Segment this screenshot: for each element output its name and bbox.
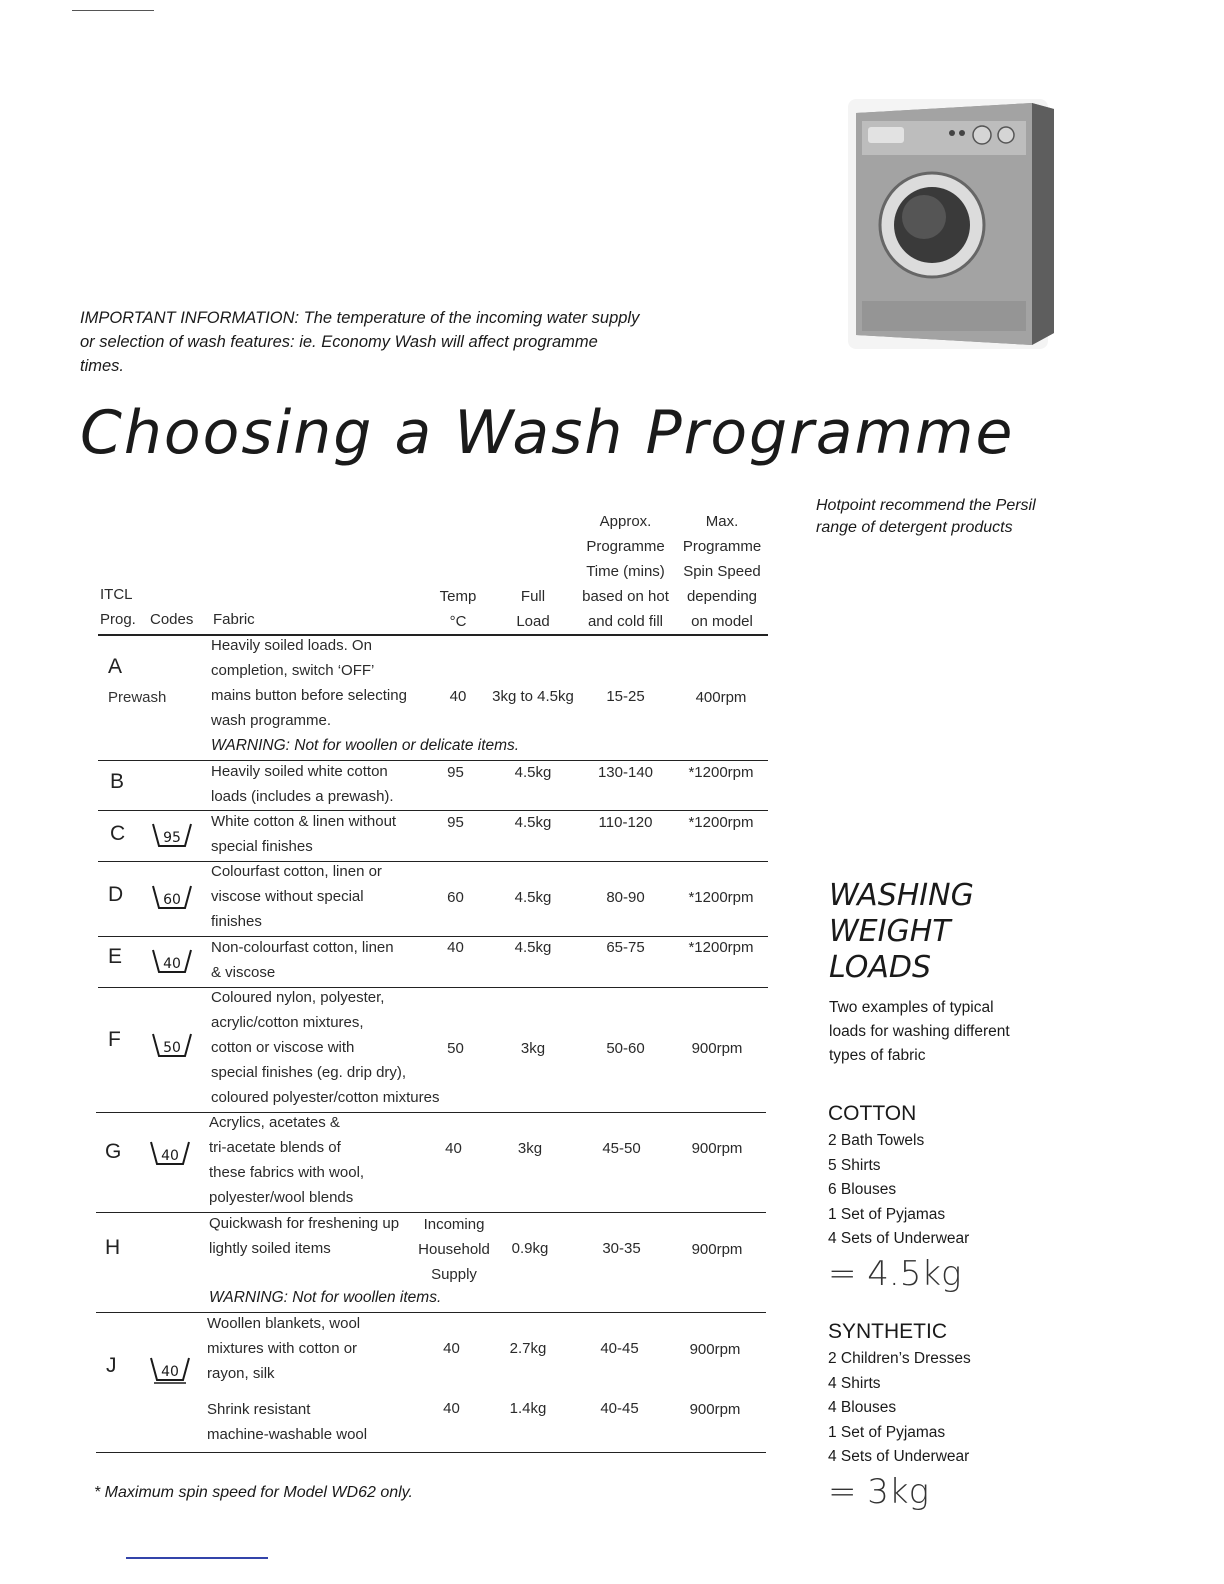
programme-subtitle: Prewash bbox=[108, 689, 167, 706]
important-information: IMPORTANT INFORMATION: The temperature of the incoming water supply or selection of wash features: ie. Economy Wash will affect programme times. bbox=[80, 309, 640, 375]
temperature: 40 bbox=[443, 1400, 460, 1417]
temperature: 40 bbox=[443, 1340, 460, 1357]
programme-letter: C bbox=[110, 822, 126, 845]
header-prog: Prog. bbox=[100, 611, 136, 628]
programme-letter: A bbox=[108, 655, 123, 678]
full-load: 1.4kg bbox=[509, 1400, 547, 1417]
programme-letter: F bbox=[108, 1028, 121, 1051]
fabric-description: Coloured nylon, polyester, acrylic/cotton mixtures, cotton or viscose with special finishes (eg. drip dry), coloured polyester/cotton mixtures bbox=[211, 989, 440, 1106]
programme-letter: B bbox=[110, 770, 125, 793]
spin-speed: *1200rpm bbox=[688, 814, 754, 831]
fabric-description: Colourfast cotton, linen or viscose without special finishes bbox=[211, 863, 382, 930]
weight-loads-title: WASHING WEIGHT LOADS bbox=[829, 878, 974, 985]
temperature: 40 bbox=[449, 688, 467, 705]
page-title: Choosing a Wash Programme bbox=[80, 398, 1015, 468]
full-load: 3kg bbox=[517, 1140, 543, 1157]
wash-tub-symbol-icon bbox=[148, 1354, 192, 1384]
programme-time: 30-35 bbox=[602, 1240, 641, 1257]
cotton-total-weight: = 4.5kg bbox=[828, 1254, 962, 1294]
spin-speed: 900rpm bbox=[691, 1040, 743, 1057]
programme-letter: J bbox=[106, 1354, 117, 1377]
list-item: 2 Bath Towels bbox=[828, 1132, 925, 1149]
list-item: 4 Sets of Underwear bbox=[828, 1230, 970, 1247]
wash-code: 95 bbox=[163, 830, 181, 846]
list-item: 1 Set of Pyjamas bbox=[828, 1423, 946, 1441]
list-item: 6 Blouses bbox=[828, 1181, 897, 1198]
full-load: 4.5kg bbox=[514, 889, 552, 906]
fabric-description: Heavily soiled white cotton loads (includes a prewash). bbox=[211, 763, 394, 805]
list-item: 5 Shirts bbox=[828, 1156, 881, 1174]
wash-code: 40 bbox=[163, 956, 181, 972]
synthetic-total-weight: = 3kg bbox=[828, 1472, 930, 1512]
programme-time: 15-25 bbox=[606, 688, 645, 705]
list-item: 4 Sets of Underwear bbox=[828, 1448, 970, 1465]
detergent-recommendation: Hotpoint recommend the Persil range of detergent products bbox=[816, 497, 1036, 536]
programme-letter: E bbox=[108, 945, 123, 968]
header-codes: Codes bbox=[150, 611, 194, 628]
footnote: * Maximum spin speed for Model WD62 only. bbox=[94, 1484, 413, 1501]
cotton-heading: COTTON bbox=[828, 1102, 917, 1125]
spin-speed: 900rpm bbox=[689, 1401, 741, 1418]
wash-code: 40 bbox=[161, 1364, 179, 1380]
wash-tub-symbol-icon bbox=[150, 946, 194, 976]
warning-text: WARNING: Not for woollen items. bbox=[209, 1289, 442, 1306]
programme-time: 110-120 bbox=[598, 814, 653, 831]
spin-speed: 900rpm bbox=[689, 1341, 741, 1358]
weight-loads-description: Two examples of typical loads for washing different types of fabric bbox=[829, 999, 1010, 1064]
fabric-description: Shrink resistant machine-washable wool bbox=[207, 1401, 368, 1443]
programme-time: 45-50 bbox=[602, 1140, 641, 1157]
header-itcl: ITCL bbox=[100, 586, 133, 603]
temperature: Incoming Household Supply bbox=[418, 1216, 490, 1283]
fabric-description: White cotton & linen without special finishes bbox=[211, 813, 397, 855]
programme-time: 130-140 bbox=[597, 764, 654, 781]
temperature: 40 bbox=[447, 939, 464, 956]
wash-tub-symbol-icon bbox=[150, 820, 194, 850]
full-load: 4.5kg bbox=[514, 814, 552, 831]
full-load: 3kg bbox=[520, 1040, 546, 1057]
spin-speed: *1200rpm bbox=[688, 764, 754, 781]
spin-speed: *1200rpm bbox=[688, 939, 754, 956]
fabric-description: Acrylics, acetates & tri-acetate blends of these fabrics with wool, polyester/wool blends bbox=[209, 1114, 365, 1206]
temperature: 95 bbox=[447, 814, 464, 831]
programme-time: 65-75 bbox=[606, 939, 645, 956]
list-item: 4 Blouses bbox=[828, 1399, 897, 1416]
full-load: 2.7kg bbox=[509, 1340, 547, 1357]
header-fabric: Fabric bbox=[213, 611, 255, 628]
wash-code: 50 bbox=[163, 1040, 181, 1056]
temperature: 50 bbox=[447, 1040, 464, 1057]
spin-speed: 900rpm bbox=[691, 1140, 743, 1157]
scan-rule bbox=[72, 10, 154, 11]
wash-tub-symbol-icon bbox=[148, 1138, 192, 1168]
programme-letter: H bbox=[105, 1236, 121, 1259]
programme-time: 50-60 bbox=[606, 1040, 645, 1057]
list-item: 1 Set of Pyjamas bbox=[828, 1205, 946, 1223]
programme-letter: D bbox=[108, 883, 124, 906]
wash-tub-symbol-icon bbox=[150, 882, 194, 912]
cotton-load-list bbox=[828, 1129, 969, 1252]
programme-time: 40-45 bbox=[600, 1340, 639, 1357]
fabric-description: Quickwash for freshening up lightly soiled items bbox=[209, 1215, 400, 1257]
full-load: 4.5kg bbox=[514, 764, 552, 781]
wash-tub-symbol-icon bbox=[150, 1030, 194, 1060]
header-load: Full Load bbox=[516, 588, 550, 630]
fabric-description: Woollen blankets, wool mixtures with cotton or rayon, silk bbox=[207, 1315, 361, 1382]
spin-speed: *1200rpm bbox=[688, 889, 754, 906]
header-spin: Max. Programme Spin Speed depending on model bbox=[682, 513, 762, 630]
washing-machine-image bbox=[842, 95, 1057, 353]
full-load: 3kg to 4.5kg bbox=[492, 688, 574, 705]
list-item: 2 Children’s Dresses bbox=[828, 1350, 971, 1367]
header-temp: Temp °C bbox=[439, 588, 477, 630]
warning-text: WARNING: Not for woollen or delicate items. bbox=[211, 737, 520, 754]
temperature: 95 bbox=[447, 764, 464, 781]
fabric-description: Heavily soiled loads. On completion, switch ‘OFF’ mains button before selecting wash programme. bbox=[211, 637, 407, 729]
scan-rule bbox=[126, 1557, 268, 1559]
synthetic-heading: SYNTHETIC bbox=[828, 1320, 948, 1343]
synthetic-load-list bbox=[828, 1347, 971, 1470]
programme-time: 80-90 bbox=[606, 889, 645, 906]
programme-letter: G bbox=[105, 1140, 122, 1163]
fabric-description: Non-colourfast cotton, linen & viscose bbox=[211, 939, 394, 981]
spin-speed: 900rpm bbox=[691, 1241, 743, 1258]
table-bottom-rule bbox=[96, 1452, 766, 1453]
list-item: 4 Shirts bbox=[828, 1374, 881, 1392]
wash-code: 60 bbox=[163, 892, 181, 908]
wash-code: 40 bbox=[161, 1148, 179, 1164]
full-load: 4.5kg bbox=[514, 939, 552, 956]
temperature: 60 bbox=[447, 889, 464, 906]
programme-time: 40-45 bbox=[600, 1400, 639, 1417]
header-time: Approx. Programme Time (mins) based on hot and cold fill bbox=[582, 513, 669, 630]
temperature: 40 bbox=[445, 1140, 462, 1157]
spin-speed: 400rpm bbox=[695, 689, 747, 706]
full-load: 0.9kg bbox=[511, 1240, 549, 1257]
